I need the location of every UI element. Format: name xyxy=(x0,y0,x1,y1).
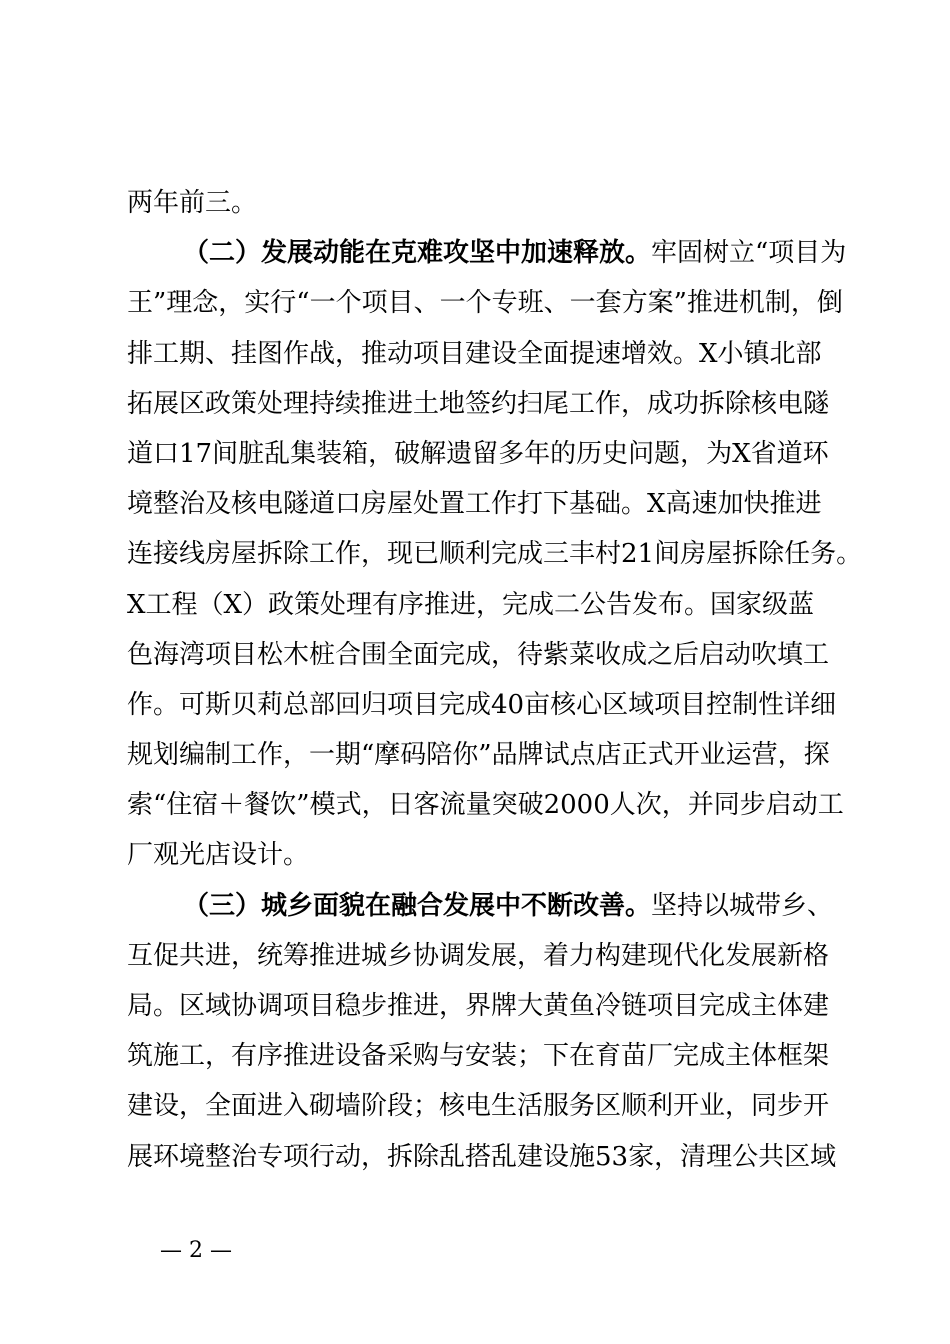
paragraph-3-text: 坚持以城带乡、 xyxy=(651,890,834,921)
paragraph-2-line: X工程（X）政策处理有序推进，完成二公告发布。国家级蓝 xyxy=(127,589,815,620)
paragraph-2-text: 牢固树立“项目为 xyxy=(651,238,847,269)
section-heading-3: （三）城乡面貌在融合发展中不断改善。 xyxy=(183,890,652,921)
paragraph-3-line: 局。区域协调项目稳步推进，界牌大黄鱼冷链项目完成主体建 xyxy=(127,991,830,1021)
paragraph-2-line: 厂观光店设计。 xyxy=(127,840,310,871)
page-number: — 2 — xyxy=(160,1238,232,1263)
paragraph-2-first-line xyxy=(127,228,847,278)
paragraph-2-line: 道口17间脏乱集装箱，破解遗留多年的历史问题，为X省道环 xyxy=(127,438,829,469)
paragraph-2-line: 拓展区政策处理持续推进土地签约扫尾工作，成功拆除核电隧 xyxy=(127,388,830,419)
paragraph-2-line: 作。可斯贝莉总部回归项目完成40亩核心区域项目控制性详细 xyxy=(127,689,837,720)
paragraph-3-line: 互促共进，统筹推进城乡协调发展，着力构建现代化发展新格 xyxy=(127,940,830,971)
paragraph-2-line: 境整治及核电隧道口房屋处置工作打下基础。X高速加快推进 xyxy=(127,489,822,520)
paragraph-2-line: 规划编制工作，一期“摩码陪你”品牌试点店正式开业运营，探 xyxy=(127,740,830,771)
paragraph-3-line: 建设，全面进入砌墙阶段；核电生活服务区顺利开业，同步开 xyxy=(127,1091,830,1122)
section-heading-2: （二）发展动能在克难攻坚中加速释放。 xyxy=(183,238,652,269)
paragraph-3-line: 展环境整治专项行动，拆除乱搭乱建设施53家，清理公共区域 xyxy=(127,1141,837,1172)
body-text xyxy=(127,178,863,1182)
paragraph-3-line: 筑施工，有序推进设备采购与安装；下在育苗厂完成主体框架 xyxy=(127,1041,830,1072)
paragraph-1-line: 两年前三。 xyxy=(127,188,258,218)
paragraph-2-line: 索“住宿＋餐饮”模式，日客流量突破2000人次，并同步启动工 xyxy=(127,790,844,821)
paragraph-2-line: 王”理念，实行“一个项目、一个专班、一套方案”推进机制，倒 xyxy=(127,288,843,319)
paragraph-2-line: 色海湾项目松木桩合围全面完成，待紫菜收成之后启动吹填工 xyxy=(127,639,830,670)
paragraph-2-line: 排工期、挂图作战，推动项目建设全面提速增效。X小镇北部 xyxy=(127,338,822,369)
paragraph-2-line: 连接线房屋拆除工作，现已顺利完成三丰村21间房屋拆除任务。 xyxy=(127,539,863,570)
paragraph-3-first-line xyxy=(127,881,833,931)
